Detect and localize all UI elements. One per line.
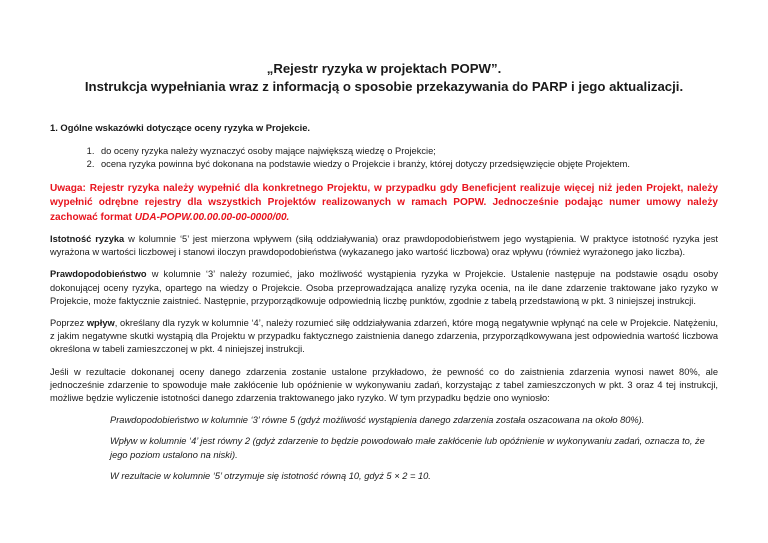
contract-number-format: UDA-POPW.00.00.00-00-0000/00. xyxy=(134,211,290,223)
warning-text: Uwaga: Rejestr ryzyka należy wypełnić dla konkretnego Projektu, w przypadku gdy Beneficjent realizuje więcej niż jeden Projekt, należy wypełnić odrębne rejestry dla wszystkich Projektów realizowanych w ramach POPW. Jednocześnie podając numer umowy należy zachować format xyxy=(50,183,718,223)
paragraph-text: Poprzez xyxy=(50,317,87,328)
paragraph-text: w kolumnie ‘3’ należy rozumieć, jako możliwość wystąpienia ryzyka w Projekcie. Ustalenie następuje na podstawie osądu osoby dokonującej oceny ryzyka, opartego na wiedzy o Projekcie. Osoba przeprowadzająca analizę ryzyka ocenia, na ile dane zdarzenie traktowane jako ryzyko w Projekcie, może faktycznie zaistnieć. Następnie, przyporządkowuje odpowiednią liczbę punktów, zgodnie z tabelą przedstawioną w pkt. 3 niniejszej instrukcji. xyxy=(50,269,718,306)
term-istotnosc: Istotność ryzyka xyxy=(50,233,125,244)
warning-note xyxy=(50,182,718,225)
document-title xyxy=(50,60,718,95)
title-line-1: „Rejestr ryzyka w projektach POPW”. xyxy=(266,61,502,76)
paragraph-rezultat: Jeśli w rezultacie dokonanej oceny danego zdarzenia zostanie ustalone przykładowo, że pewność co do zaistnienia zdarzenia wynosi nawet 80%, ale jednocześnie zdarzenie to spowoduje małe zakłócenie lub opóźnienie w wykonywaniu zadań, korzystając z tabel zamieszczonych w pkt. 3 oraz 4 tej instrukcji, możliwe będzie wyliczenie istotności danego zdarzenia traktowanego jako ryzyko. W tym przypadku będzie ono wyniosło: xyxy=(50,366,718,403)
paragraph-istotnosc xyxy=(50,233,718,259)
list-item: 1. do oceny ryzyka należy wyznaczyć osoby mające największą wiedzę o Projekcie; xyxy=(97,145,718,158)
guidelines-list xyxy=(50,145,718,171)
paragraph-prawdopodobienstwo xyxy=(50,268,718,308)
paragraph-wplyw xyxy=(50,317,718,357)
example-line: W rezultacie w kolumnie ‘5’ otrzymuje się istotność równą 10, gdyż 5 × 2 = 10. xyxy=(110,470,431,481)
paragraph-text: , określany dla ryzyk w kolumnie ‘4’, należy rozumieć siłę oddziaływania zdarzeń, które mogą negatywnie wpłynąć na cele w Projekcie. Natężeniu, z jakim negatywne skutki wystąpią dla Projektu w przypadku faktycznego zaistnienia danego zdarzenia, przyporządkowywana jest odpowiednia wartość liczbowa określona w tabeli zamieszczonej w pkt. 4 niniejszej instrukcji. xyxy=(50,317,718,355)
list-item: 2. ocena ryzyka powinna być dokonana na podstawie wiedzy o Projekcie i branży, której dotyczy przedsięwzięcie objęte Projektem. xyxy=(97,158,718,171)
section-heading: 1. Ogólne wskazówki dotyczące oceny ryzyka w Projekcie. xyxy=(50,122,311,133)
title-line-2: Instrukcja wypełniania wraz z informacją o sposobie przekazywania do PARP i jego aktualizacji. xyxy=(84,78,684,94)
example-line: Wpływ w kolumnie ‘4’ jest równy 2 (gdyż zdarzenie to będzie powodowało małe zakłócenie lub opóźnienie w wykonywaniu zadań, oznacza to, że jego poziom ustalono na niski). xyxy=(110,436,705,460)
term-wplyw: wpływ xyxy=(86,317,115,328)
term-prawdopodobienstwo: Prawdopodobieństwo xyxy=(50,269,147,280)
paragraph-text: w kolumnie ‘5’ jest mierzona wpływem (siłą oddziaływania) oraz prawdopodobieństwem jego wystąpienia. W praktyce istotność ryzyka jest wyrażona w wartości liczbowej i stanowi iloczyn prawdopodobieństwa (wykazanego jako wartość liczbowa) oraz wpływu (również wyrażonego jako liczba). xyxy=(50,233,718,258)
example-line: Prawdopodobieństwo w kolumnie ‘3’ równe 5 (gdyż możliwość wystąpienia danego zdarzenia została oszacowana na około 80%). xyxy=(110,415,645,426)
